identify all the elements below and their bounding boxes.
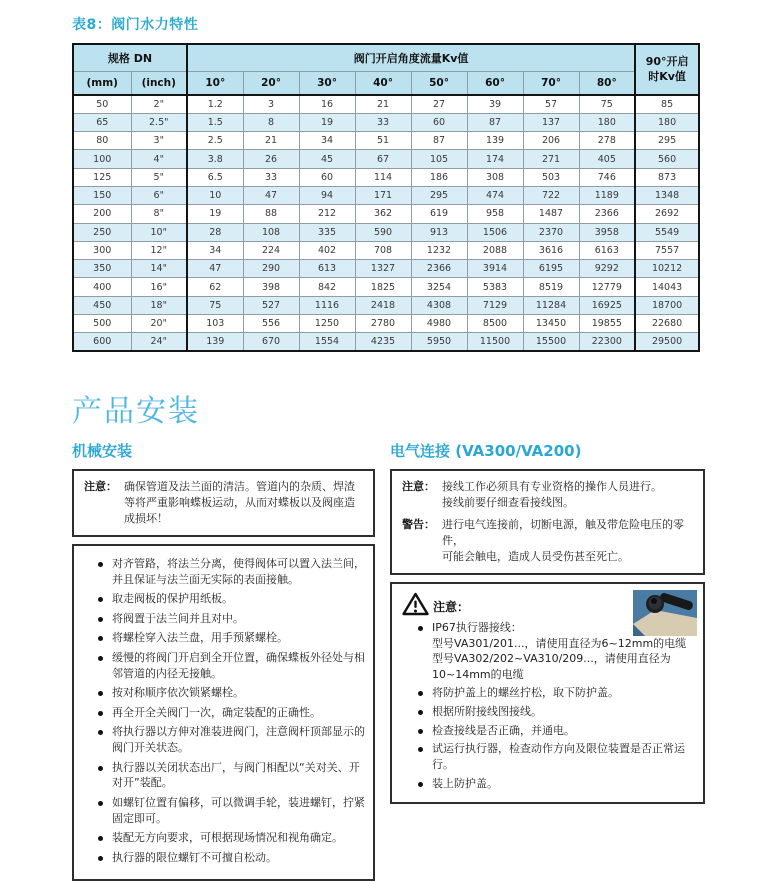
table-cell: 4": [131, 150, 187, 168]
table-cell: 3914: [467, 260, 523, 278]
table-cell: 15500: [523, 333, 579, 351]
table-cell: 10212: [635, 260, 699, 278]
table-cell: 7129: [467, 296, 523, 314]
list-item: 将防护盖上的螺丝拧松，取下防护盖。: [418, 685, 695, 701]
warning-label: 警告：: [402, 518, 435, 532]
table-cell: 2366: [411, 260, 467, 278]
table-row: [73, 205, 699, 223]
table-cell: 2692: [635, 205, 699, 223]
list-item: 检查接线是否正确，并通电。: [418, 723, 695, 739]
table-cell: 12": [131, 241, 187, 259]
table-cell: 80: [73, 132, 131, 150]
table-cell: 2418: [355, 296, 411, 314]
notice-text: 确保管道及法兰面的清洁。管道内的杂质、焊渣等将严重影响蝶板运动，从而对蝶板以及阀座造成损坏！: [124, 480, 355, 526]
table-cell: 1348: [635, 186, 699, 204]
table-cell: 34: [187, 241, 243, 259]
table-cell: 75: [579, 95, 635, 113]
list-item: 执行器的限位螺钉不可擅自松动。: [98, 850, 365, 866]
table-cell: 500: [73, 315, 131, 333]
table-cell: 7557: [635, 241, 699, 259]
table-cell: 88: [243, 205, 299, 223]
table-cell: 6": [131, 186, 187, 204]
table-cell: 26: [243, 150, 299, 168]
table-cell: 85: [635, 95, 699, 113]
table-cell: 300: [73, 241, 131, 259]
electrical-column: [390, 440, 705, 881]
table-cell: 2370: [523, 223, 579, 241]
table-cell: 250: [73, 223, 131, 241]
list-item: 根据所附接线图接线。: [418, 704, 695, 720]
table-cell: 224: [243, 241, 299, 259]
table-cell: 103: [187, 315, 243, 333]
table-cell: 4235: [355, 333, 411, 351]
table-cell: 21: [243, 132, 299, 150]
table-cell: 20": [131, 315, 187, 333]
table-row: [73, 278, 699, 296]
table-cell: 1487: [523, 205, 579, 223]
caution-label: 注意：: [433, 600, 470, 615]
table-cell: 722: [523, 186, 579, 204]
table-cell: 171: [355, 186, 411, 204]
table-cell: 6.5: [187, 168, 243, 186]
table-cell: 33: [355, 113, 411, 131]
header-kv-group: 阀门开启角度流量Kv值: [187, 44, 635, 71]
electrical-notice-box: [390, 469, 705, 575]
table-cell: 708: [355, 241, 411, 259]
table-cell: 150: [73, 186, 131, 204]
list-item: 缓慢的将阀门开启到全开位置，确保蝶板外径处与相邻管道的内径无接触。: [98, 650, 365, 681]
table-cell: 278: [579, 132, 635, 150]
table-cell: 28: [187, 223, 243, 241]
kv-table: [72, 43, 700, 352]
table-cell: 2": [131, 95, 187, 113]
table-cell: 958: [467, 205, 523, 223]
table-row: [73, 315, 699, 333]
table-cell: 405: [579, 150, 635, 168]
electrical-notice: [402, 479, 695, 511]
header-60: 60°: [467, 71, 523, 95]
table-cell: 125: [73, 168, 131, 186]
list-item: 如螺钉位置有偏移，可以微调手轮，装进螺钉，拧紧固定即可。: [98, 795, 365, 826]
table-cell: 10": [131, 223, 187, 241]
table-cell: 5383: [467, 278, 523, 296]
table-cell: 2.5": [131, 113, 187, 131]
table-cell: 398: [243, 278, 299, 296]
table-cell: 114: [355, 168, 411, 186]
table-cell: 65: [73, 113, 131, 131]
table-cell: 180: [579, 113, 635, 131]
table-cell: 5950: [411, 333, 467, 351]
mechanical-heading: 机械安装: [72, 442, 133, 461]
table-cell: 450: [73, 296, 131, 314]
notice-label: 注意：: [84, 480, 117, 494]
table-cell: 556: [243, 315, 299, 333]
table-cell: 350: [73, 260, 131, 278]
two-column-layout: [72, 440, 705, 881]
mechanical-steps-list: [80, 556, 365, 865]
table-cell: 670: [243, 333, 299, 351]
table-cell: 2780: [355, 315, 411, 333]
list-item: 对齐管路，将法兰分离，使得阀体可以置入法兰间，并且保证与法兰面无实际的表面接触。: [98, 556, 365, 587]
table-cell: 22680: [635, 315, 699, 333]
table-cell: 1.2: [187, 95, 243, 113]
table-cell: 1554: [299, 333, 355, 351]
table-cell: 29500: [635, 333, 699, 351]
table-cell: 18": [131, 296, 187, 314]
table-cell: 1825: [355, 278, 411, 296]
table-cell: 2088: [467, 241, 523, 259]
table-cell: 200: [73, 205, 131, 223]
table-cell: 362: [355, 205, 411, 223]
header-inch: (inch): [131, 71, 187, 95]
table-cell: 60: [299, 168, 355, 186]
table-cell: 1250: [299, 315, 355, 333]
table-cell: 3958: [579, 223, 635, 241]
table-cell: 19: [299, 113, 355, 131]
table-cell: 2366: [579, 205, 635, 223]
table-cell: 13450: [523, 315, 579, 333]
list-item: 装配无方向要求，可根据现场情况和视角确定。: [98, 830, 365, 846]
table-cell: 1327: [355, 260, 411, 278]
header-mm: (mm): [73, 71, 131, 95]
table-cell: 842: [299, 278, 355, 296]
table-cell: 619: [411, 205, 467, 223]
table-cell: 47: [243, 186, 299, 204]
table-cell: 11500: [467, 333, 523, 351]
table-cell: 57: [523, 95, 579, 113]
table-cell: 16: [299, 95, 355, 113]
table-cell: 1232: [411, 241, 467, 259]
table-cell: 19855: [579, 315, 635, 333]
table8-title: 表8：阀门水力特性: [72, 17, 199, 33]
table-cell: 400: [73, 278, 131, 296]
table-cell: 12779: [579, 278, 635, 296]
table-cell: 27: [411, 95, 467, 113]
warning-triangle-icon: [402, 592, 429, 616]
table-cell: 3: [243, 95, 299, 113]
table-row: [73, 95, 699, 113]
table-cell: 3616: [523, 241, 579, 259]
list-item: 再全开全关阀门一次，确定装配的正确性。: [98, 705, 365, 721]
table-cell: 295: [411, 186, 467, 204]
list-item: 试运行执行器，检查动作方向及限位装置是否正常运行。: [418, 741, 695, 772]
table-cell: 51: [355, 132, 411, 150]
table-cell: 1116: [299, 296, 355, 314]
table-row: [73, 113, 699, 131]
header-80: 80°: [579, 71, 635, 95]
list-item: IP67执行器接线： 型号VA301/201...，请使用直径为6~12mm的电缆 型号VA302/202~VA310/209...，请使用直径为10~14mm的电缆: [418, 620, 695, 682]
table-cell: 16925: [579, 296, 635, 314]
table-cell: 62: [187, 278, 243, 296]
table-cell: 913: [411, 223, 467, 241]
table-cell: 4308: [411, 296, 467, 314]
table-cell: 19: [187, 205, 243, 223]
table-cell: 290: [243, 260, 299, 278]
table-cell: 746: [579, 168, 635, 186]
table-cell: 503: [523, 168, 579, 186]
table-cell: 108: [243, 223, 299, 241]
table-cell: 474: [467, 186, 523, 204]
table-cell: 39: [467, 95, 523, 113]
table-cell: 137: [523, 113, 579, 131]
electrical-steps-list: [402, 620, 695, 791]
table-cell: 67: [355, 150, 411, 168]
mechanical-notice-box: [72, 469, 375, 537]
header-30: 30°: [299, 71, 355, 95]
table-cell: 590: [355, 223, 411, 241]
header-10: 10°: [187, 71, 243, 95]
electrical-heading: 电气连接 (VA300/VA200): [390, 442, 582, 461]
table-cell: 3": [131, 132, 187, 150]
mechanical-notice: [84, 479, 365, 527]
table-cell: 100: [73, 150, 131, 168]
header-50: 50°: [411, 71, 467, 95]
table-cell: 271: [523, 150, 579, 168]
table-cell: 186: [411, 168, 467, 186]
table-cell: 6163: [579, 241, 635, 259]
table-cell: 139: [187, 333, 243, 351]
table-cell: 873: [635, 168, 699, 186]
table-cell: 600: [73, 333, 131, 351]
table-cell: 75: [187, 296, 243, 314]
table-row: [73, 150, 699, 168]
table-row: [73, 296, 699, 314]
table-cell: 402: [299, 241, 355, 259]
table-cell: 50: [73, 95, 131, 113]
table-cell: 18700: [635, 296, 699, 314]
table-cell: 94: [299, 186, 355, 204]
table-cell: 8: [243, 113, 299, 131]
list-item: 按对称顺序依次锁紧螺栓。: [98, 685, 365, 701]
table-cell: 5": [131, 168, 187, 186]
electrical-warning: [402, 517, 695, 565]
table-cell: 87: [411, 132, 467, 150]
kv-table-header: [73, 44, 699, 95]
table-cell: 4980: [411, 315, 467, 333]
electrical-caution-box: [390, 582, 705, 804]
header-70: 70°: [523, 71, 579, 95]
warning-text: 进行电气连接前，切断电源，触及带危险电压的零件， 可能会触电，造成人员受伤甚至死亡。: [442, 518, 684, 564]
table-cell: 212: [299, 205, 355, 223]
table-cell: 3.8: [187, 150, 243, 168]
table-cell: 2.5: [187, 132, 243, 150]
list-item: 执行器以关闭状态出厂，与阀门相配以“关对关、开对开”装配。: [98, 760, 365, 791]
table-cell: 8500: [467, 315, 523, 333]
table-cell: 295: [635, 132, 699, 150]
table-cell: 6195: [523, 260, 579, 278]
table-cell: 105: [411, 150, 467, 168]
table-cell: 9292: [579, 260, 635, 278]
table-cell: 10: [187, 186, 243, 204]
header-20: 20°: [243, 71, 299, 95]
table-cell: 335: [299, 223, 355, 241]
table-cell: 1506: [467, 223, 523, 241]
table-cell: 16": [131, 278, 187, 296]
list-item: 将执行器以方伸对准装进阀门，注意阀杆顶部显示的阀门开关状态。: [98, 724, 365, 755]
header-spec-dn: 规格 DN: [73, 44, 187, 71]
table-cell: 8": [131, 205, 187, 223]
table-cell: 34: [299, 132, 355, 150]
table-cell: 14": [131, 260, 187, 278]
list-item: 将阀置于法兰间并且对中。: [98, 611, 365, 627]
table-cell: 11284: [523, 296, 579, 314]
table-row: [73, 260, 699, 278]
list-item: 取走阀板的保护用纸板。: [98, 591, 365, 607]
table-cell: 45: [299, 150, 355, 168]
table-cell: 21: [355, 95, 411, 113]
table-cell: 60: [411, 113, 467, 131]
table-cell: 527: [243, 296, 299, 314]
table-cell: 180: [635, 113, 699, 131]
table-cell: 613: [299, 260, 355, 278]
table-cell: 24": [131, 333, 187, 351]
notice-label: 注意：: [402, 480, 435, 494]
table-cell: 3254: [411, 278, 467, 296]
table-row: [73, 186, 699, 204]
kv-table-body: [73, 95, 699, 351]
table-row: [73, 168, 699, 186]
table-cell: 47: [187, 260, 243, 278]
table-cell: 560: [635, 150, 699, 168]
header-40: 40°: [355, 71, 411, 95]
list-item: 将螺栓穿入法兰盘，用手预紧螺栓。: [98, 630, 365, 646]
header-kv90: 90°开启 时Kv值: [635, 44, 699, 95]
product-install-heading: 产品安装: [72, 394, 200, 430]
table-cell: 87: [467, 113, 523, 131]
table-cell: 22300: [579, 333, 635, 351]
table-cell: 174: [467, 150, 523, 168]
table-cell: 5549: [635, 223, 699, 241]
mechanical-column: [72, 440, 375, 881]
table-row: [73, 132, 699, 150]
table-cell: 14043: [635, 278, 699, 296]
mechanical-steps-box: [72, 544, 375, 881]
notice-text: 接线工作必须具有专业资格的操作人员进行。 接线前要仔细查看接线图。: [442, 480, 662, 510]
table-row: [73, 223, 699, 241]
list-item: 装上防护盖。: [418, 776, 695, 792]
table-cell: 8519: [523, 278, 579, 296]
table-cell: 139: [467, 132, 523, 150]
table-cell: 206: [523, 132, 579, 150]
table-cell: 33: [243, 168, 299, 186]
table-cell: 1189: [579, 186, 635, 204]
table-cell: 1.5: [187, 113, 243, 131]
table-cell: 308: [467, 168, 523, 186]
table-row: [73, 333, 699, 351]
table-row: [73, 241, 699, 259]
